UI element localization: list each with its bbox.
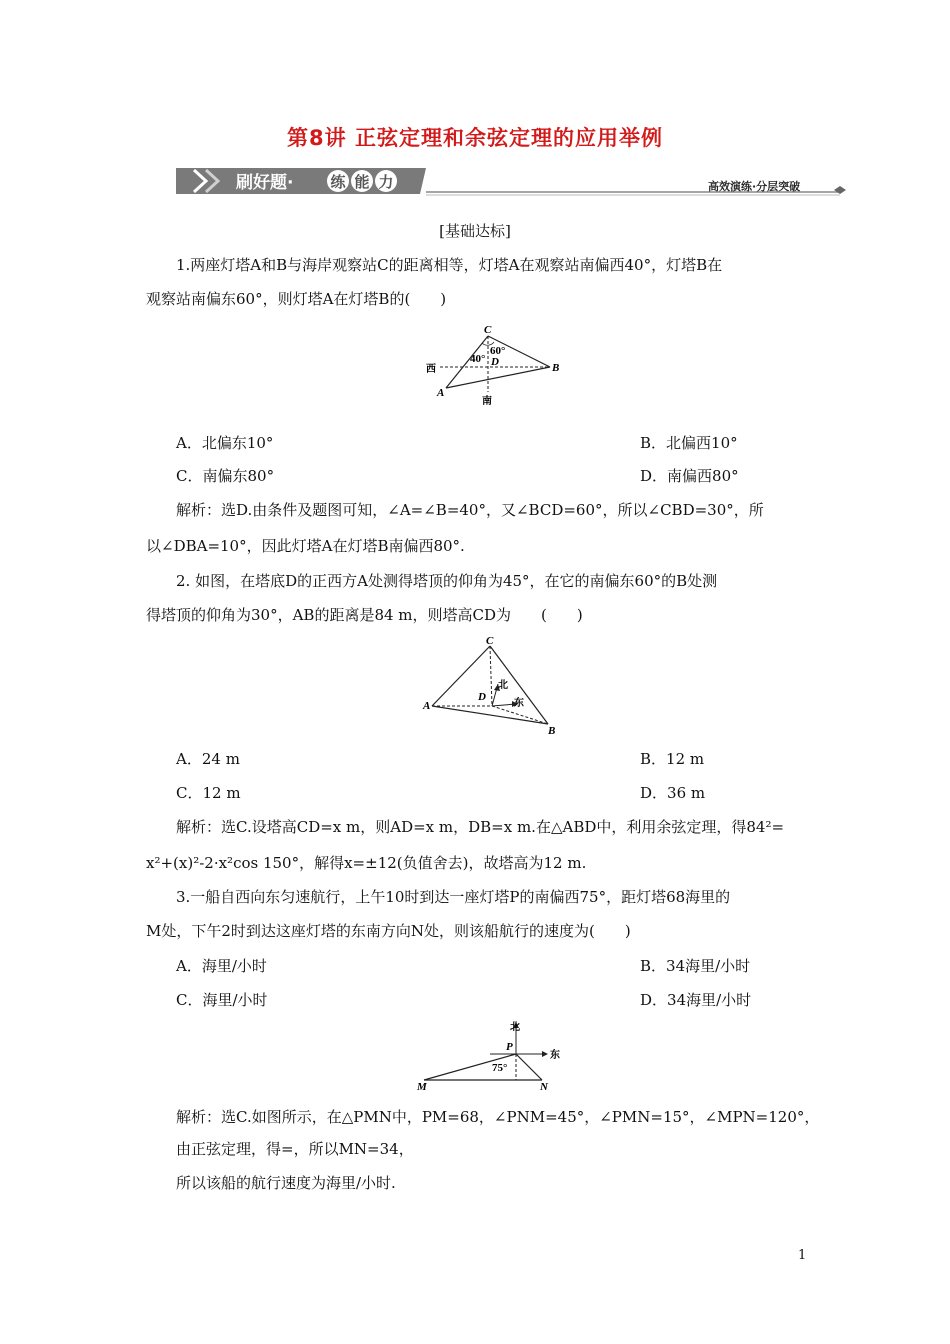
q3-label-m: M [417,1081,427,1093]
q1-label-b: B [552,362,560,374]
q1-line1: 1.两座灯塔A和B与海岸观察站C的距离相等，灯塔A在观察站南偏西40°，灯塔B在 [176,256,723,274]
q2-label-b: B [548,725,556,737]
q2-label-d: D [478,691,486,703]
q2-solution-line2: x²+(x)²-2·x²cos 150°，解得x=±12(负值舍去)，故塔高为12 m. [146,854,587,872]
q2-option-b: B．12 m [640,750,705,768]
banner-char-li: 力 [378,173,394,191]
q1-angle-40: 40° [470,353,486,365]
q1-option-c: C．南偏东80° [176,467,275,485]
banner-char-neng: 能 [354,173,370,191]
q1-option-a: A．北偏东10° [176,434,274,452]
q2-option-d: D．36 m [640,784,706,802]
q1-option-d: D．南偏西80° [640,467,739,485]
q2-label-east: 东 [514,698,524,709]
q3-label-north: 北 [510,1022,520,1033]
banner-char-lian: 练 [330,173,346,191]
q1-label-d: D [491,356,499,368]
q1-label-south: 南 [482,396,492,407]
q3-solution-line1: 解析：选C.如图所示，在△PMN中，PM=68，∠PNM=45°，∠PMN=15°，∠MPN=120°， [176,1108,820,1126]
q1-solution-line1: 解析：选D.由条件及题图可知，∠A=∠B=40°，又∠BCD=60°，所以∠CBD=30°，所 [176,501,764,519]
q2-figure [420,634,570,738]
q3-option-c: C．海里/小时 [176,991,268,1009]
q3-line2: M处，下午2时到达这座灯塔的东南方向N处，则该船航行的速度为( ) [146,922,631,940]
banner-right-label: 高效演练·分层突破 [708,180,801,193]
q1-figure [420,322,570,412]
q1-line2: 观察站南偏东60°，则灯塔A在灯塔B的( ) [146,290,447,308]
q1-label-a: A [437,387,445,399]
q3-option-b: B．34海里/小时 [640,957,751,975]
page-title: 第8讲 正弦定理和余弦定理的应用举例 [287,126,663,150]
q1-option-b: B．北偏西10° [640,434,738,452]
q1-label-west: 西 [426,364,436,375]
q1-solution-line2: 以∠DBA=10°，因此灯塔A在灯塔B南偏西80°. [146,537,465,555]
q1-angle-60: 60° [490,345,506,357]
q3-solution-line3: 所以该船的航行速度为海里/小时. [176,1174,396,1192]
q3-option-a: A．海里/小时 [176,957,267,975]
q3-label-p: P [506,1041,513,1053]
q3-label-n: N [540,1081,548,1093]
q2-solution-line1: 解析：选C.设塔高CD=x m，则AD=x m，DB=x m.在△ABD中，利用余弦定理，得84²= [176,818,785,836]
q2-label-a: A [423,700,431,712]
q3-angle-75: 75° [492,1062,508,1074]
page-number: 1 [798,1248,807,1263]
q2-label-north: 北 [498,680,508,691]
q3-label-east: 东 [550,1050,560,1061]
q3-solution-line2: 由正弦定理，得=，所以MN=34， [176,1140,414,1158]
q3-figure [416,1016,576,1094]
q3-option-d: D．34海里/小时 [640,991,752,1009]
q2-line1: 2. 如图，在塔底D的正西方A处测得塔顶的仰角为45°，在它的南偏东60°的B处测 [176,572,718,590]
q3-line1: 3.一船自西向东匀速航行，上午10时到达一座灯塔P的南偏西75°，距灯塔68海里的 [176,888,731,906]
banner-label: 刷好题· [236,173,294,193]
q2-label-c: C [486,635,494,647]
section-heading: [基础达标] [439,222,511,240]
q2-option-c: C．12 m [176,784,241,802]
q2-option-a: A．24 m [176,750,240,768]
q1-label-c: C [484,324,492,336]
q2-line2: 得塔顶的仰角为30°，AB的距离是84 m，则塔高CD为 ( ) [146,606,583,624]
